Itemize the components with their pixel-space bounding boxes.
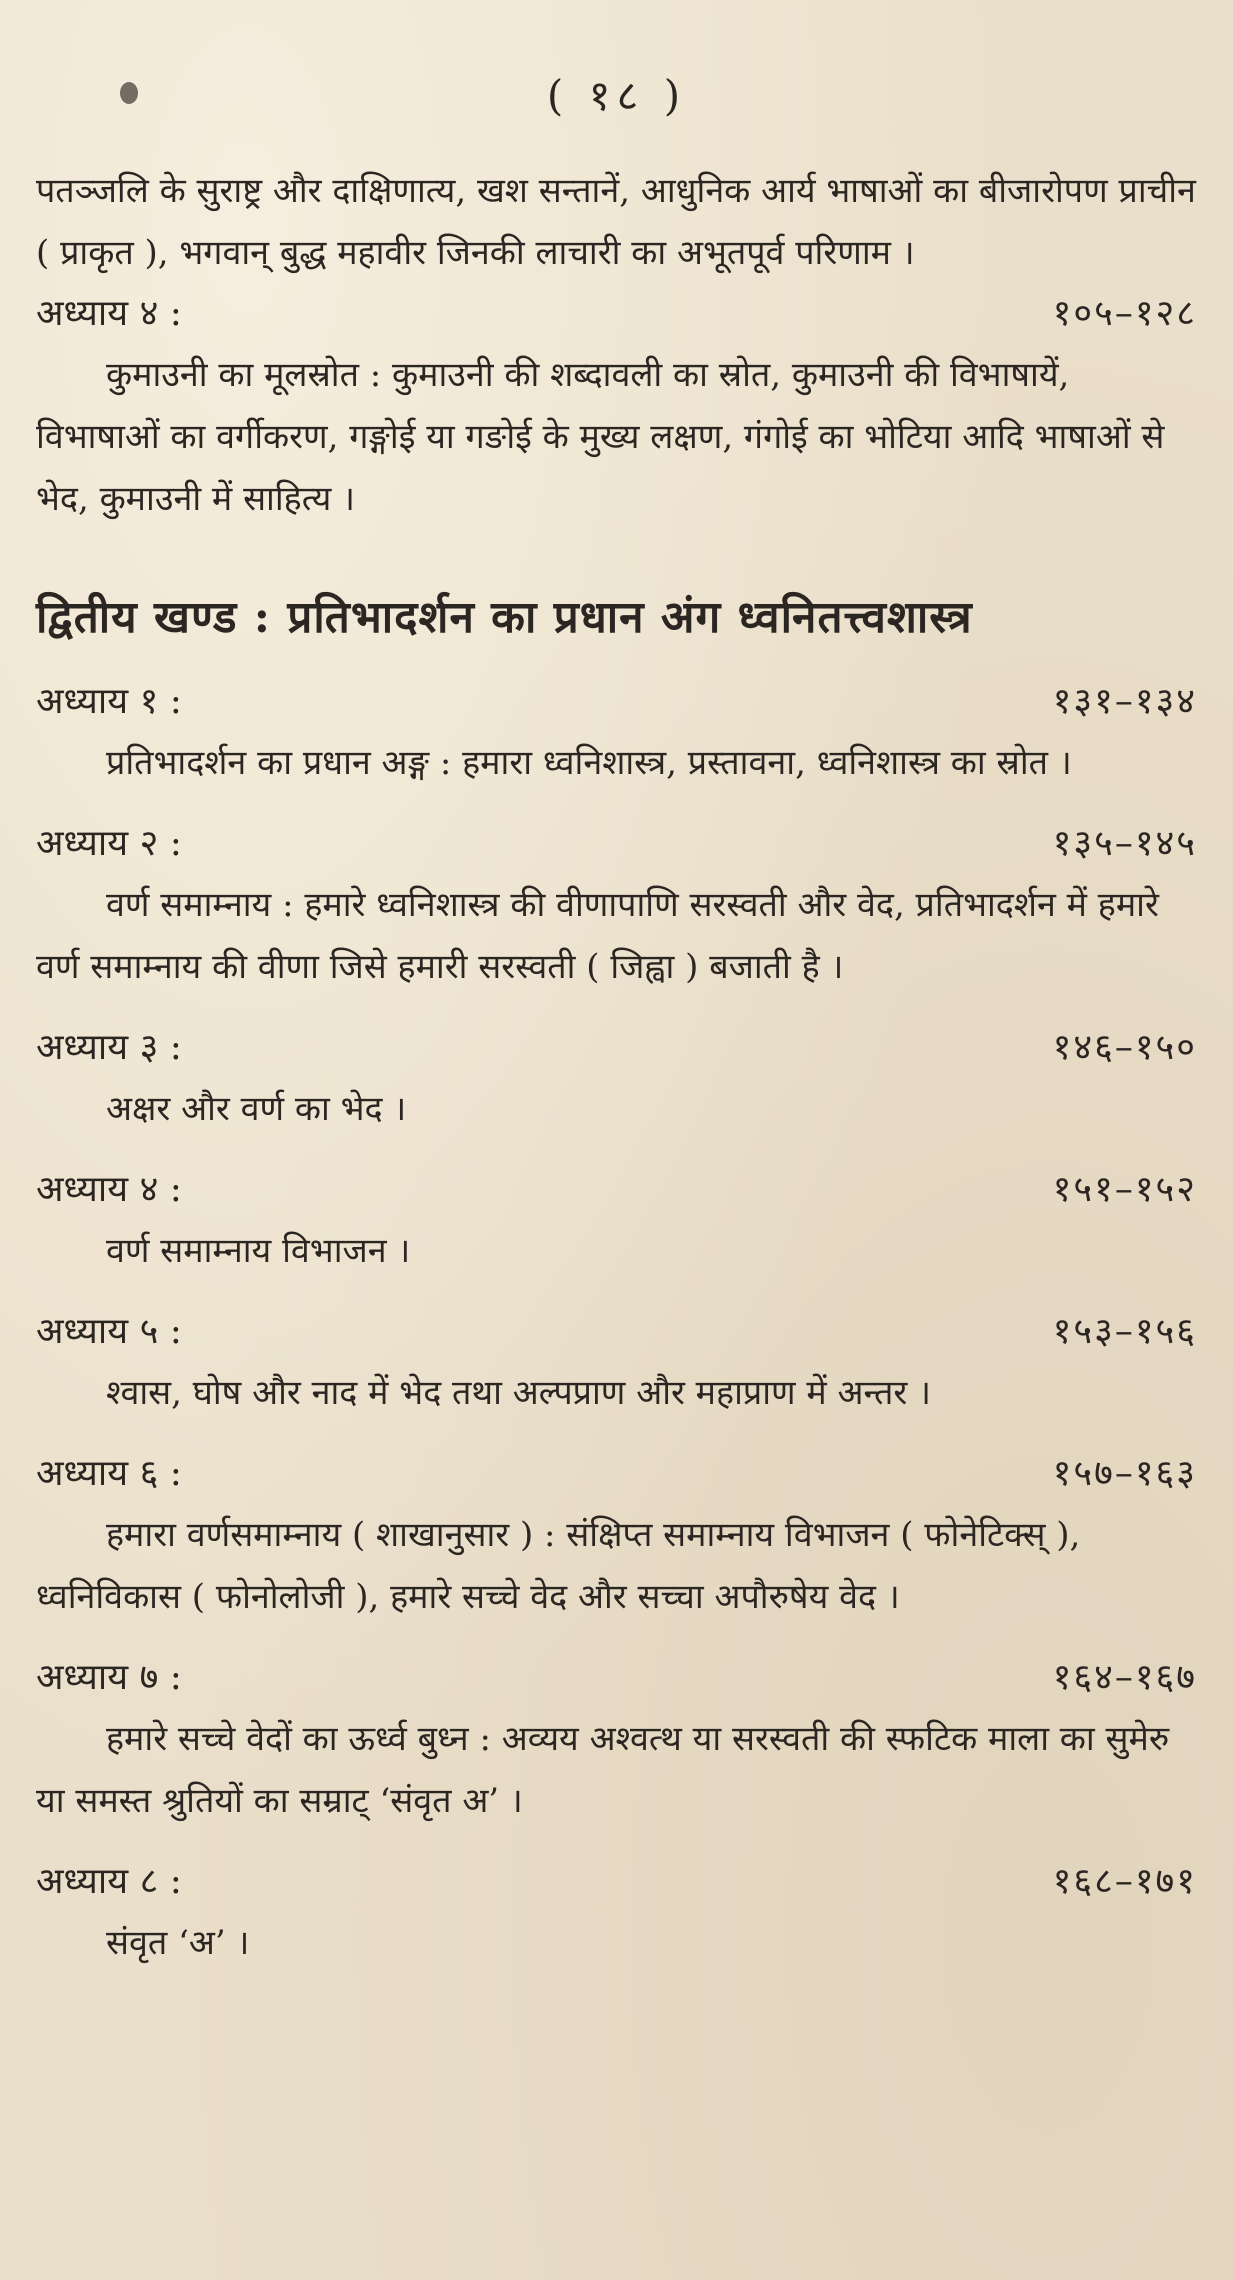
chapter-header: [36, 1648, 1197, 1708]
chapter-summary: श्वास, घोष और नाद में भेद तथा अल्पप्राण और महाप्राण में अन्तर ।: [106, 1373, 931, 1413]
chapter-entry: [36, 1852, 1197, 1974]
chapter-summary: वर्ण समाम्नाय विभाजन ।: [106, 1231, 411, 1271]
chapter-entry: [36, 1018, 1197, 1140]
chapter-header: [36, 1852, 1197, 1912]
chapter-entry: [36, 1160, 1197, 1282]
chapter-header: [36, 284, 1197, 344]
page-range: १३१–१३४: [1052, 681, 1197, 722]
chapter-label: अध्याय ४ :: [36, 1169, 182, 1210]
chapter-label: अध्याय ६ :: [36, 1453, 182, 1494]
chapter-summary: प्रतिभादर्शन का प्रधान अङ्ग : हमारा ध्वनिशास्त्र, प्रस्तावना, ध्वनिशास्त्र का स्रोत ।: [106, 743, 1072, 783]
page-range: १६४–१६७: [1052, 1657, 1197, 1698]
chapter-entry: [36, 1648, 1197, 1832]
page-range: १५७–१६३: [1052, 1453, 1197, 1494]
chapter-entry: [36, 672, 1197, 794]
chapter-summary: वर्ण समाम्नाय : हमारे ध्वनिशास्त्र की वीणापाणि सरस्वती और वेद, प्रतिभादर्शन में हमारे वर्ण समाम्नाय की वीणा जिसे हमारी सरस्वती ( जिह्वा ) बजाती है ।: [36, 885, 1159, 987]
chapter-entry: [36, 814, 1197, 998]
page-range: १५३–१५६: [1052, 1311, 1197, 1352]
chapter-label: अध्याय ७ :: [36, 1657, 182, 1698]
chapter-entry: [36, 1444, 1197, 1628]
intro-paragraph: पतञ्जलि के सुराष्ट्र और दाक्षिणात्य, खश सन्तानें, आधुनिक आर्य भाषाओं का बीजारोपण प्राचीन ( प्राकृत ), भगवान् बुद्ध महावीर जिनकी लाचारी का अभूतपूर्व परिणाम ।: [36, 171, 1196, 273]
page-content: [36, 160, 1197, 1994]
chapter-label: अध्याय १ :: [36, 681, 182, 722]
page-range: १४६–१५०: [1052, 1027, 1197, 1068]
section-heading: द्वितीय खण्ड : प्रतिभादर्शन का प्रधान अंग ध्वनितत्त्वशास्त्र: [36, 592, 973, 643]
chapter-summary: हमारे सच्चे वेदों का ऊर्ध्व बुध्न : अव्यय अश्वत्थ या सरस्वती की स्फटिक माला का सुमेरु या समस्त श्रुतियों का सम्राट् ‘संवृत अ’ ।: [36, 1719, 1170, 1821]
chapter-summary: अक्षर और वर्ण का भेद ।: [106, 1089, 407, 1129]
page-range: १६८–१७१: [1052, 1861, 1197, 1902]
chapter-entry: [36, 1302, 1197, 1424]
chapter-header: [36, 672, 1197, 732]
chapter-label: अध्याय २ :: [36, 823, 182, 864]
part1-chapter-4: [36, 284, 1197, 530]
chapter-header: [36, 1444, 1197, 1504]
chapter-list: [36, 672, 1197, 1974]
page-number: ( १८ ): [546, 71, 687, 120]
page-range: १५१–१५२: [1052, 1169, 1197, 1210]
chapter-label: अध्याय ४ :: [36, 293, 182, 334]
chapter-label: अध्याय ३ :: [36, 1027, 182, 1068]
chapter-summary: कुमाउनी का मूलस्रोत : कुमाउनी की शब्दावली का स्रोत, कुमाउनी की विभाषायें, विभाषाओं का वर्गीकरण, गङ्गोई या गङोई के मुख्य लक्षण, गंगोई का भोटिया आदि भाषाओं से भेद, कुमाउनी में साहित्य ।: [36, 355, 1165, 519]
chapter-label: अध्याय ५ :: [36, 1311, 182, 1352]
chapter-header: [36, 1018, 1197, 1078]
chapter-summary: हमारा वर्णसमाम्नाय ( शाखानुसार ) : संक्षिप्त समाम्नाय विभाजन ( फोनेटिक्स् ), ध्वनिविकास ( फोनोलोजी ), हमारे सच्चे वेद और सच्चा अपौरुषेय वेद ।: [36, 1515, 1081, 1617]
page-range: १०५–१२८: [1052, 293, 1197, 334]
chapter-label: अध्याय ८ :: [36, 1861, 182, 1902]
chapter-header: [36, 1160, 1197, 1220]
chapter-header: [36, 814, 1197, 874]
page-range: १३५–१४५: [1052, 823, 1197, 864]
chapter-header: [36, 1302, 1197, 1362]
chapter-summary: संवृत ‘अ’ ।: [106, 1923, 250, 1963]
